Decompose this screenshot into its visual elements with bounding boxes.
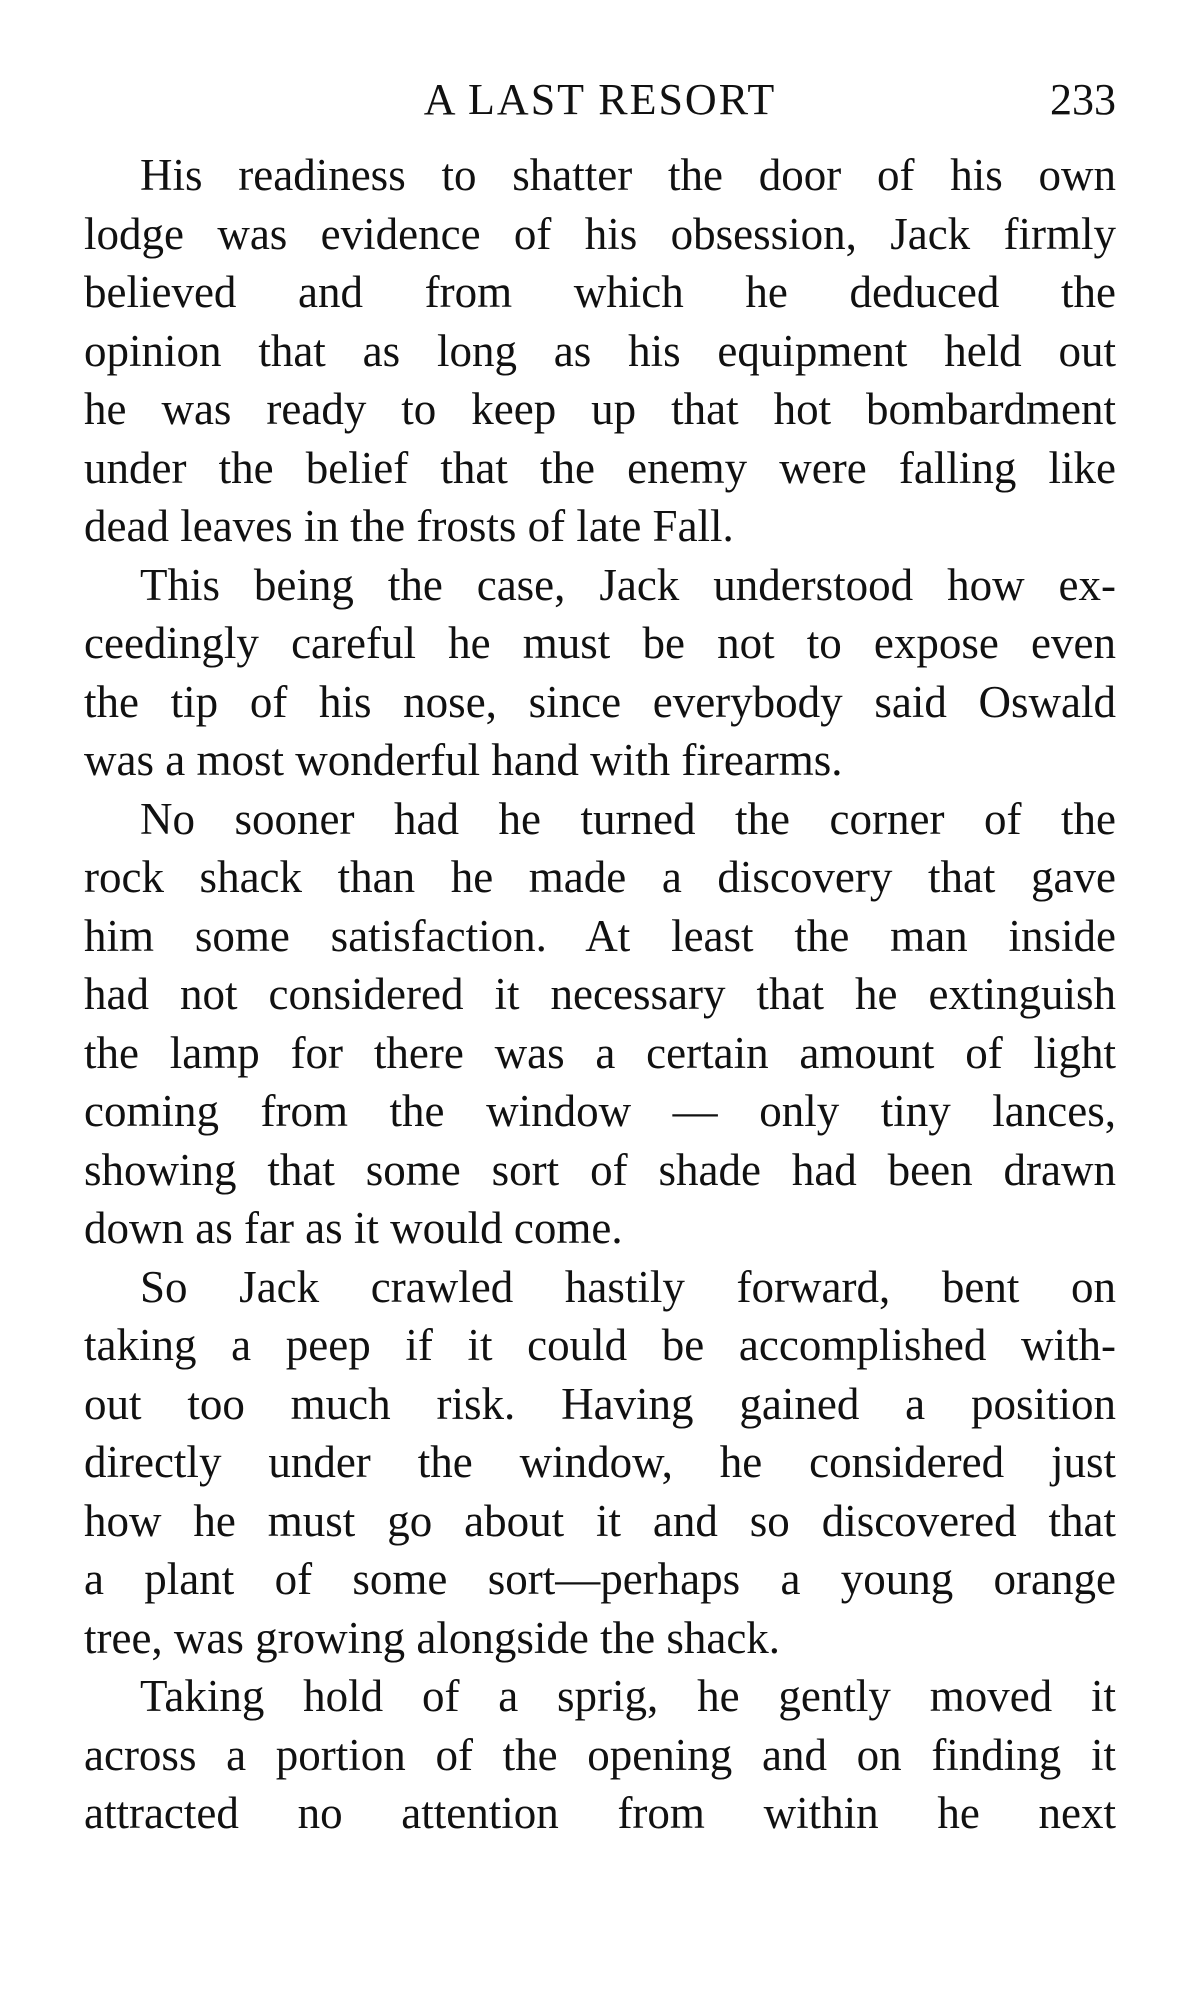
text-line: lodge was evidence of his obsession, Jack firmly <box>84 208 1116 259</box>
paragraph-2 <box>84 556 1116 790</box>
text-line: ceedingly careful he must be not to expose even <box>84 618 1116 668</box>
text-line: taking a peep if it could be accomplished with- <box>84 1320 1116 1370</box>
text-line: a plant of some sort—perhaps a young orange <box>84 1554 1116 1604</box>
text-line: This being the case, Jack understood how ex- <box>140 559 1116 610</box>
text-line: tree, was growing alongside the shack. <box>84 1612 781 1663</box>
text-line: Taking hold of a sprig, he gently moved it <box>140 1671 1116 1721</box>
text-line: had not considered it necessary that he extinguish <box>84 969 1116 1019</box>
text-line: showing that some sort of shade had been drawn <box>84 1144 1116 1195</box>
text-line: rock shack than he made a discovery that gave <box>84 852 1116 902</box>
text-line: under the belief that the enemy were falling like <box>84 442 1116 493</box>
book-page <box>84 68 1116 1843</box>
body-text <box>84 146 1116 1843</box>
text-line: So Jack crawled hastily forward, bent on <box>140 1261 1116 1312</box>
paragraph-5 <box>84 1667 1116 1843</box>
text-line: believed and from which he deduced the <box>84 267 1116 317</box>
text-line: directly under the window, he considered just <box>84 1437 1116 1487</box>
paragraph-4 <box>84 1258 1116 1668</box>
text-line: how he must go about it and so discovered that <box>84 1495 1116 1546</box>
text-line: coming from the window — only tiny lances, <box>84 1086 1116 1136</box>
running-title: A LAST RESORT <box>423 75 777 124</box>
text-line: across a portion of the opening and on finding it <box>84 1729 1116 1780</box>
text-line: His readiness to shatter the door of his own <box>140 150 1116 200</box>
text-line: dead leaves in the frosts of late Fall. <box>84 501 734 551</box>
text-line: opinion that as long as his equipment held out <box>84 325 1116 376</box>
text-line: was a most wonderful hand with firearms. <box>84 735 843 785</box>
page-number: 233 <box>1050 75 1116 124</box>
paragraph-3 <box>84 790 1116 1258</box>
text-line: he was ready to keep up that hot bombardment <box>84 384 1116 434</box>
text-line: the lamp for there was a certain amount of light <box>84 1027 1116 1078</box>
text-line: the tip of his nose, since everybody said Oswald <box>84 676 1116 727</box>
text-line: out too much risk. Having gained a position <box>84 1378 1116 1429</box>
text-line: attracted no attention from within he next <box>84 1788 1116 1838</box>
text-line: down as far as it would come. <box>84 1203 623 1253</box>
text-line: No sooner had he turned the corner of the <box>140 793 1116 844</box>
text-line: him some satisfaction. At least the man inside <box>84 910 1116 961</box>
paragraph-1 <box>84 146 1116 556</box>
running-head <box>84 68 1116 132</box>
